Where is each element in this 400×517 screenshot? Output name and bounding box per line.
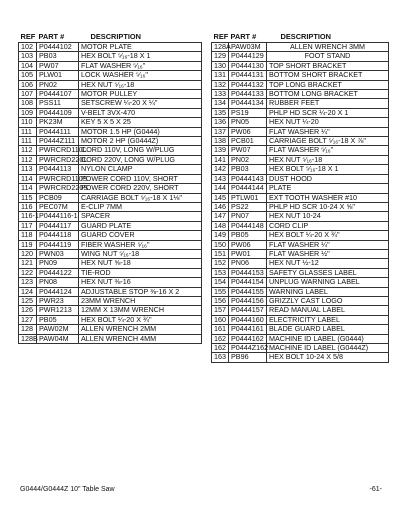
description-cell: ELECTRICITY LABEL (267, 315, 389, 324)
part-number-cell: PN02 (229, 155, 267, 164)
description-cell: SETSCREW ¼-20 X ¼" (79, 99, 202, 108)
table-row (19, 146, 202, 155)
table-row (212, 118, 389, 127)
ref-cell: 150 (212, 240, 229, 249)
ref-cell: 134 (212, 99, 229, 108)
description-cell: ALLEN WRENCH 3MM (267, 43, 389, 52)
ref-cell: 119 (19, 240, 37, 249)
part-number-cell: P0444154 (229, 278, 267, 287)
part-number-cell: PAW04M (37, 334, 79, 343)
ref-cell: 141 (212, 155, 229, 164)
part-number-cell: P0444130 (229, 61, 267, 70)
part-number-cell: PSS11 (37, 99, 79, 108)
description-cell: FLAT WASHER ⁵⁄₁₆" (267, 146, 389, 155)
ref-cell: 122 (19, 268, 37, 277)
ref-cell: 155 (212, 287, 229, 296)
description-cell: HEX NUT ⁵⁄₁₆-18 (267, 155, 389, 164)
part-number-cell: PN06 (229, 259, 267, 268)
description-cell: 12MM X 13MM WRENCH (79, 306, 202, 315)
description-cell: CARRIAGE BOLT ⁵⁄₁₆-18 X ⅞" (267, 137, 389, 146)
description-cell: ALLEN WRENCH 2MM (79, 325, 202, 334)
part-number-cell: PW01 (229, 249, 267, 258)
ref-cell: 135 (212, 108, 229, 117)
table-header-row (212, 30, 389, 43)
description-cell: MOTOR 1.5 HP (G0444) (79, 127, 202, 136)
ref-cell: 115 (19, 193, 37, 202)
ref-cell: 154 (212, 278, 229, 287)
description-cell: FLAT WASHER ⁵⁄₁₆" (79, 61, 202, 70)
table-row (212, 165, 389, 174)
table-row (212, 212, 389, 221)
description-cell: CARRIAGE BOLT ⁵⁄₁₆-18 X 1⅛" (79, 193, 202, 202)
ref-cell: 163 (212, 353, 229, 362)
description-cell: HEX NUT 10-24 (267, 212, 389, 221)
part-number-cell: P0444119 (37, 240, 79, 249)
table-row (212, 259, 389, 268)
ref-cell: 103 (19, 52, 37, 61)
description-cell: PHLP HD SCR 10-24 X ⅝" (267, 202, 389, 211)
description-cell: FLAT WASHER ¼" (267, 240, 389, 249)
description-cell: FLAT WASHER ¼" (267, 127, 389, 136)
table-row (212, 146, 389, 155)
table-row (212, 71, 389, 80)
description-cell: WARNING LABEL (267, 287, 389, 296)
parts-table-left (18, 30, 202, 344)
ref-cell: 144 (212, 184, 229, 193)
part-header: PART # (38, 31, 65, 41)
description-cell: FIBER WASHER ⁵⁄₁₆" (79, 240, 202, 249)
description-cell: FOOT STAND (267, 52, 389, 61)
ref-cell: 108 (19, 99, 37, 108)
part-number-cell: P0444117 (37, 221, 79, 230)
ref-cell: 106 (19, 80, 37, 89)
description-cell: FLAT WASHER ½" (267, 249, 389, 258)
table-row (19, 71, 202, 80)
description-cell: TOP LONG BRACKET (267, 80, 389, 89)
part-number-cell: P0444122 (37, 268, 79, 277)
part-number-cell: PEC07M (37, 202, 79, 211)
ref-cell: 133 (212, 90, 229, 99)
part-number-cell: PWR1213 (37, 306, 79, 315)
part-number-cell: PWRCRD110S (37, 174, 79, 183)
part-number-cell: PN08 (37, 278, 79, 287)
description-cell: WING NUT ⁵⁄₁₆-18 (79, 249, 202, 258)
ref-cell: 130 (212, 61, 229, 70)
description-cell: HEX BOLT ⁵⁄₁₆-18 X 1 (79, 52, 202, 61)
description-cell: PLATE (267, 184, 389, 193)
description-cell: DUST HOOD (267, 174, 389, 183)
description-cell: HEX NUT ½-12 (267, 259, 389, 268)
part-number-cell: P0444160 (229, 315, 267, 324)
ref-cell: 114 (19, 184, 37, 193)
ref-cell: 104 (19, 61, 37, 70)
part-number-cell: PW07 (229, 146, 267, 155)
ref-cell: 157 (212, 306, 229, 315)
description-cell: BOTTOM LONG BRACKET (267, 90, 389, 99)
part-number-cell: P0444144 (229, 184, 267, 193)
description-cell: KEY 5 X 5 X 25 (79, 118, 202, 127)
description-cell: MACHINE ID LABEL (G0444) (267, 334, 389, 343)
ref-cell: 113 (19, 165, 37, 174)
description-cell: NYLON CLAMP (79, 165, 202, 174)
part-number-cell: P0444143 (229, 174, 267, 183)
ref-cell: 147 (212, 212, 229, 221)
part-number-cell: P0444153 (229, 268, 267, 277)
part-number-cell: PWR23 (37, 296, 79, 305)
table-row (19, 99, 202, 108)
description-cell: TOP SHORT BRACKET (267, 61, 389, 70)
part-number-cell: PWRCRD220L (37, 155, 79, 164)
part-number-cell: PB03 (37, 52, 79, 61)
description-cell: MOTOR PLATE (79, 43, 202, 52)
description-cell: TIE-ROD (79, 268, 202, 277)
page-number: -61- (369, 486, 382, 493)
ref-cell: 120 (19, 249, 37, 258)
description-cell: POWER CORD 110V, SHORT (79, 174, 202, 183)
description-cell: MOTOR 2 HP (G0444Z) (79, 137, 202, 146)
ref-cell: 128 (19, 325, 37, 334)
part-number-cell: P0444102 (37, 43, 79, 52)
ref-cell: 116-1 (19, 212, 37, 221)
description-cell: HEX NUT ¼-20 (267, 118, 389, 127)
part-number-cell: PS22 (229, 202, 267, 211)
part-number-cell: P0444107 (37, 90, 79, 99)
ref-cell: 156 (212, 296, 229, 305)
part-number-cell: PB05 (37, 315, 79, 324)
table-row (19, 118, 202, 127)
ref-cell: 142 (212, 165, 229, 174)
description-cell: V-BELT 3VX-470 (79, 108, 202, 117)
ref-cell: 162 (212, 344, 229, 353)
part-number-cell: PB96 (229, 353, 267, 362)
ref-cell: 107 (19, 90, 37, 99)
table-row (212, 231, 389, 240)
part-number-cell: P0444109 (37, 108, 79, 117)
ref-cell: 148 (212, 221, 229, 230)
description-cell: SPACER (79, 212, 202, 221)
table-row (212, 184, 389, 193)
description-cell: GUARD PLATE (79, 221, 202, 230)
description-cell: RUBBER FEET (267, 99, 389, 108)
table-row (212, 353, 389, 362)
description-cell: PHLP HD SCR ¼-20 X 1 (267, 108, 389, 117)
ref-cell: 139 (212, 146, 229, 155)
description-cell: HEX NUT ⅜-16 (79, 278, 202, 287)
part-number-cell: P0444161 (229, 325, 267, 334)
description-cell: UNPLUG WARNING LABEL (267, 278, 389, 287)
part-number-cell: P0444148 (229, 221, 267, 230)
description-header: DESCRIPTION (280, 31, 332, 41)
part-number-cell: PN07 (229, 212, 267, 221)
description-cell: HEX BOLT ¼-20 X ¾" (267, 231, 389, 240)
ref-header: REF (20, 31, 36, 41)
part-number-cell: P0444118 (37, 231, 79, 240)
ref-cell: 146 (212, 202, 229, 211)
part-number-cell: PN09 (37, 259, 79, 268)
description-cell: GUARD COVER (79, 231, 202, 240)
part-number-cell: P0444124 (37, 287, 79, 296)
ref-cell: 128B (19, 334, 37, 343)
ref-cell: 123 (19, 278, 37, 287)
ref-cell: 128A (212, 43, 229, 52)
part-number-cell: PW06 (229, 240, 267, 249)
part-number-cell: P0444111 (37, 127, 79, 136)
description-cell: CORD 110V, LONG W/PLUG (79, 146, 202, 155)
part-number-cell: PWRCRD110L (37, 146, 79, 155)
ref-cell: 143 (212, 174, 229, 183)
part-header: PART # (230, 31, 257, 41)
ref-cell: 112 (19, 155, 37, 164)
part-number-cell: P0444113 (37, 165, 79, 174)
table-row (212, 325, 389, 334)
description-header: DESCRIPTION (90, 31, 142, 41)
part-number-cell: P0444162 (229, 334, 267, 343)
table-row (19, 325, 202, 334)
table-row (19, 259, 202, 268)
description-cell: HEX BOLT ¼-20 X ¾" (79, 315, 202, 324)
description-cell: READ MANUAL LABEL (267, 306, 389, 315)
table-row (19, 52, 202, 61)
description-cell: CORD CLIP (267, 221, 389, 230)
description-cell: 23MM WRENCH (79, 296, 202, 305)
part-number-cell: P0444116-1 (37, 212, 79, 221)
ref-cell: 126 (19, 306, 37, 315)
table-row (212, 306, 389, 315)
ref-cell: 125 (19, 296, 37, 305)
description-cell: BOTTOM SHORT BRACKET (267, 71, 389, 80)
part-number-cell: PN02 (37, 80, 79, 89)
part-number-cell: PLW01 (37, 71, 79, 80)
part-number-cell: PWN03 (37, 249, 79, 258)
ref-cell: 129 (212, 52, 229, 61)
table-row (19, 193, 202, 202)
table-row (212, 278, 389, 287)
part-number-cell: P0444155 (229, 287, 267, 296)
table-row (19, 278, 202, 287)
description-cell: GRIZZLY CAST LOGO (267, 296, 389, 305)
parts-table-right (211, 30, 389, 363)
part-number-cell: PAW02M (37, 325, 79, 334)
description-cell: HEX BOLT 10-24 X 5/8 (267, 353, 389, 362)
ref-cell: 112 (19, 146, 37, 155)
description-cell: POWER CORD 220V, SHORT (79, 184, 202, 193)
description-cell: EXT TOOTH WASHER #10 (267, 193, 389, 202)
table-row (19, 306, 202, 315)
table-row (212, 99, 389, 108)
part-number-cell: PB05 (229, 231, 267, 240)
part-number-cell: PN05 (229, 118, 267, 127)
ref-cell: 116 (19, 202, 37, 211)
part-number-cell: PK23M (37, 118, 79, 127)
part-number-cell: P0444132 (229, 80, 267, 89)
part-number-cell: P0444157 (229, 306, 267, 315)
ref-cell: 153 (212, 268, 229, 277)
part-number-cell: PB03 (229, 165, 267, 174)
description-cell: ALLEN WRENCH 4MM (79, 334, 202, 343)
ref-cell: 109 (19, 108, 37, 117)
description-cell: HEX NUT ⁵⁄₁₆-18 (79, 80, 202, 89)
part-number-cell: P0444Z111 (37, 137, 79, 146)
table-row (19, 165, 202, 174)
part-number-cell: PAW03M (229, 43, 267, 52)
description-cell: BLADE GUARD LABEL (267, 325, 389, 334)
ref-cell: 151 (212, 249, 229, 258)
ref-cell: 111 (19, 137, 37, 146)
ref-cell: 160 (212, 315, 229, 324)
part-number-cell: P0444Z162 (229, 344, 267, 353)
description-cell: ADJUSTABLE STOP ⅜-16 X 2 (79, 287, 202, 296)
part-number-cell: P0444156 (229, 296, 267, 305)
ref-cell: 145 (212, 193, 229, 202)
description-cell: CORD 220V, LONG W/PLUG (79, 155, 202, 164)
part-number-cell: P0444129 (229, 52, 267, 61)
description-cell: E-CLIP 7MM (79, 202, 202, 211)
ref-header: REF (213, 31, 229, 41)
description-cell: MOTOR PULLEY (79, 90, 202, 99)
table-row (19, 184, 202, 193)
part-number-cell: P0444133 (229, 90, 267, 99)
ref-cell: 124 (19, 287, 37, 296)
table-row (19, 212, 202, 221)
footer-title: G0444/G0444Z 10" Table Saw (20, 486, 115, 493)
ref-cell: 152 (212, 259, 229, 268)
part-number-cell: PCB09 (37, 193, 79, 202)
part-number-cell: P0444131 (229, 71, 267, 80)
description-cell: HEX NUT ⅝-18 (79, 259, 202, 268)
part-number-cell: PWRCRD220S (37, 184, 79, 193)
table-header-row (19, 30, 202, 43)
description-cell: LOCK WASHER ⁵⁄₁₆" (79, 71, 202, 80)
part-number-cell: PS19 (229, 108, 267, 117)
ref-cell: 149 (212, 231, 229, 240)
table-row (19, 334, 202, 343)
part-number-cell: PW06 (229, 127, 267, 136)
table-row (212, 52, 389, 61)
description-cell: MACHINE ID LABEL (G0444Z) (267, 344, 389, 353)
ref-cell: 131 (212, 71, 229, 80)
part-number-cell: PCB01 (229, 137, 267, 146)
part-number-cell: P0444134 (229, 99, 267, 108)
ref-cell: 121 (19, 259, 37, 268)
description-cell: SAFETY GLASSES LABEL (267, 268, 389, 277)
ref-cell: 111 (19, 127, 37, 136)
description-cell: HEX BOLT ⁵⁄₁₆-18 X 1 (267, 165, 389, 174)
ref-cell: 138 (212, 137, 229, 146)
ref-cell: 110 (19, 118, 37, 127)
ref-cell: 105 (19, 71, 37, 80)
ref-cell: 114 (19, 174, 37, 183)
table-row (19, 231, 202, 240)
ref-cell: 162 (212, 334, 229, 343)
ref-cell: 127 (19, 315, 37, 324)
ref-cell: 102 (19, 43, 37, 52)
ref-cell: 132 (212, 80, 229, 89)
ref-cell: 161 (212, 325, 229, 334)
ref-cell: 117 (19, 221, 37, 230)
part-number-cell: PTLW01 (229, 193, 267, 202)
part-number-cell: PW07 (37, 61, 79, 70)
table-row (212, 193, 389, 202)
ref-cell: 118 (19, 231, 37, 240)
ref-cell: 136 (212, 118, 229, 127)
ref-cell: 137 (212, 127, 229, 136)
